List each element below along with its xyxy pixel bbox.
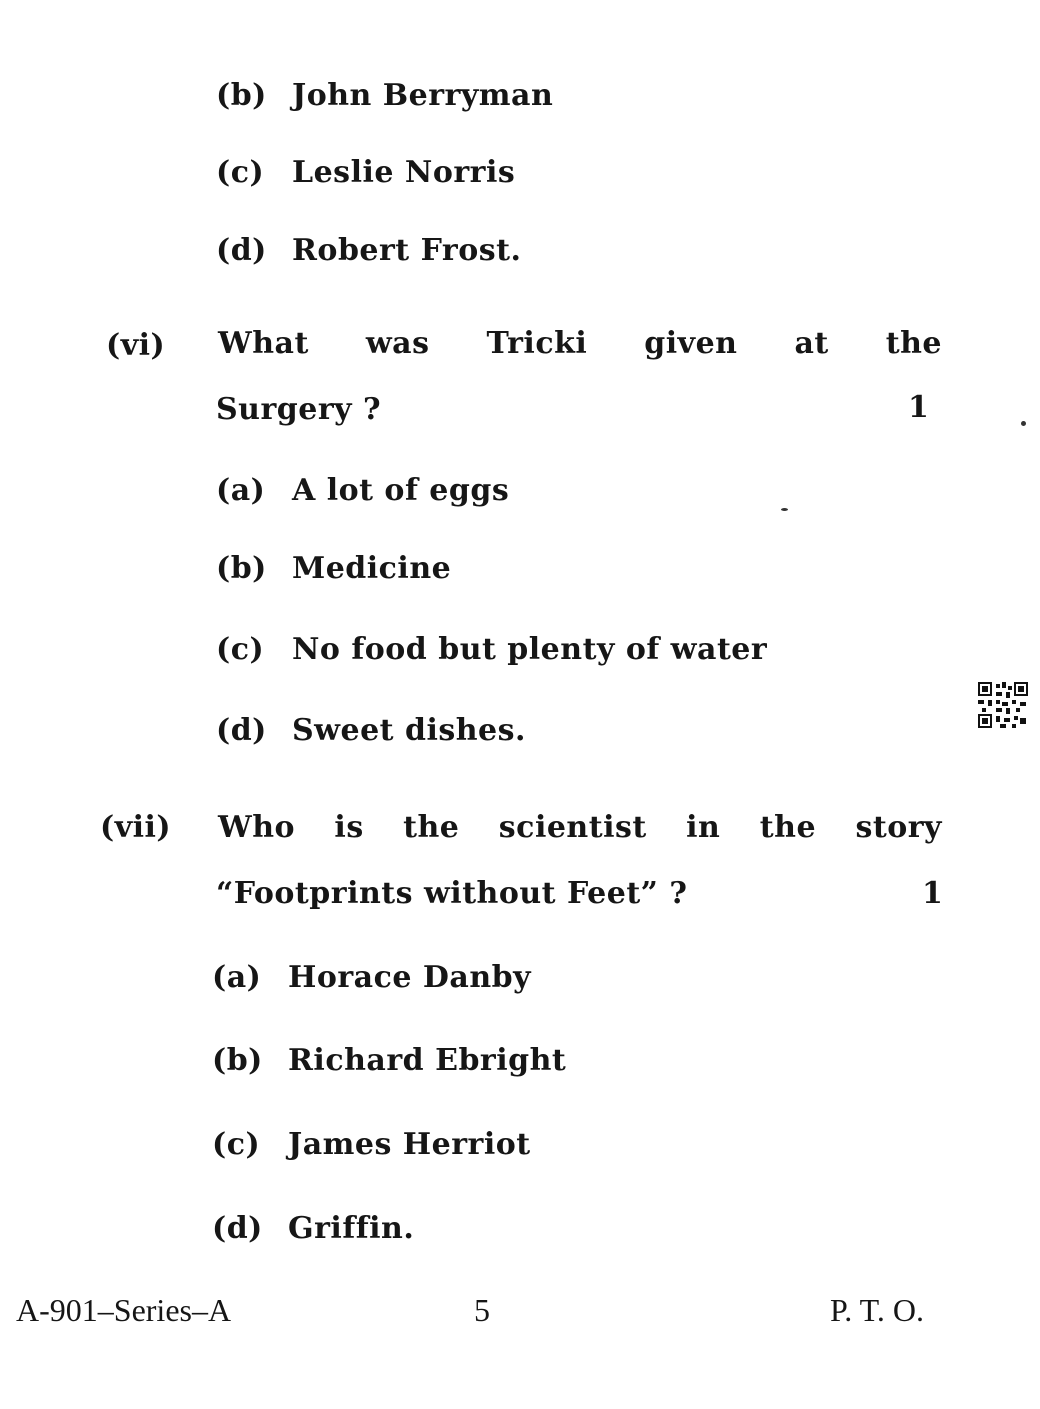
q6-option-d bbox=[216, 713, 526, 748]
option-text: Leslie Norris bbox=[292, 155, 516, 190]
option-label: (a) bbox=[216, 473, 266, 508]
option-text: James Herriot bbox=[288, 1127, 531, 1162]
word: story bbox=[855, 810, 942, 845]
prev-option-c bbox=[216, 155, 515, 190]
option-text: Robert Frost. bbox=[292, 233, 522, 268]
option-text: Richard Ebright bbox=[288, 1043, 567, 1078]
word: Who bbox=[218, 810, 296, 845]
paper-code: A-901–Series–A bbox=[16, 1292, 232, 1328]
option-label: (b) bbox=[216, 78, 267, 113]
option-text: No food but plenty of water bbox=[292, 632, 768, 667]
word: the bbox=[403, 810, 460, 845]
question-vi-line2: Surgery ? bbox=[216, 392, 382, 427]
prev-option-d bbox=[216, 233, 521, 268]
word: was bbox=[365, 326, 430, 361]
option-label: (c) bbox=[212, 1127, 261, 1162]
option-label: (d) bbox=[212, 1211, 263, 1246]
word: Tricki bbox=[486, 326, 588, 361]
q6-option-c bbox=[216, 632, 767, 667]
pto-label: P. T. O. bbox=[830, 1292, 924, 1328]
question-number-vii: (vii) bbox=[100, 810, 172, 845]
prev-option-b bbox=[216, 78, 553, 113]
q6-option-a bbox=[216, 473, 509, 508]
option-text: A lot of eggs bbox=[292, 473, 510, 508]
word: scientist bbox=[498, 810, 647, 845]
option-text: Griffin. bbox=[288, 1211, 415, 1246]
q7-option-a bbox=[212, 960, 531, 995]
speck bbox=[781, 508, 788, 511]
option-text: Sweet dishes. bbox=[292, 713, 526, 748]
word: the bbox=[885, 326, 943, 361]
word: the bbox=[759, 810, 817, 845]
word: is bbox=[334, 810, 364, 845]
word: at bbox=[794, 326, 829, 361]
option-label: (b) bbox=[216, 551, 267, 586]
question-vii-line2: “Footprints without Feet” ? bbox=[216, 876, 688, 911]
q7-option-d bbox=[212, 1211, 414, 1246]
page-number: 5 bbox=[474, 1292, 490, 1328]
q7-option-c bbox=[212, 1127, 531, 1162]
question-vi-marks: 1 bbox=[908, 390, 929, 425]
speck bbox=[1021, 421, 1026, 426]
option-label: (d) bbox=[216, 713, 267, 748]
qr-code-icon bbox=[978, 682, 1028, 728]
word: What bbox=[218, 326, 309, 361]
question-vii-marks: 1 bbox=[922, 876, 943, 911]
q7-option-b bbox=[212, 1043, 566, 1078]
question-vii-line1 bbox=[218, 810, 942, 845]
option-text: Horace Danby bbox=[288, 960, 532, 995]
word: given bbox=[644, 326, 738, 361]
word: in bbox=[686, 810, 721, 845]
option-label: (b) bbox=[212, 1043, 263, 1078]
option-label: (c) bbox=[216, 632, 265, 667]
question-vi-line1 bbox=[218, 326, 942, 361]
option-label: (d) bbox=[216, 233, 267, 268]
option-text: Medicine bbox=[292, 551, 452, 586]
q6-option-b bbox=[216, 551, 451, 586]
question-number-vi: (vi) bbox=[106, 328, 166, 363]
option-label: (a) bbox=[212, 960, 262, 995]
option-label: (c) bbox=[216, 155, 265, 190]
option-text: John Berryman bbox=[292, 78, 554, 113]
